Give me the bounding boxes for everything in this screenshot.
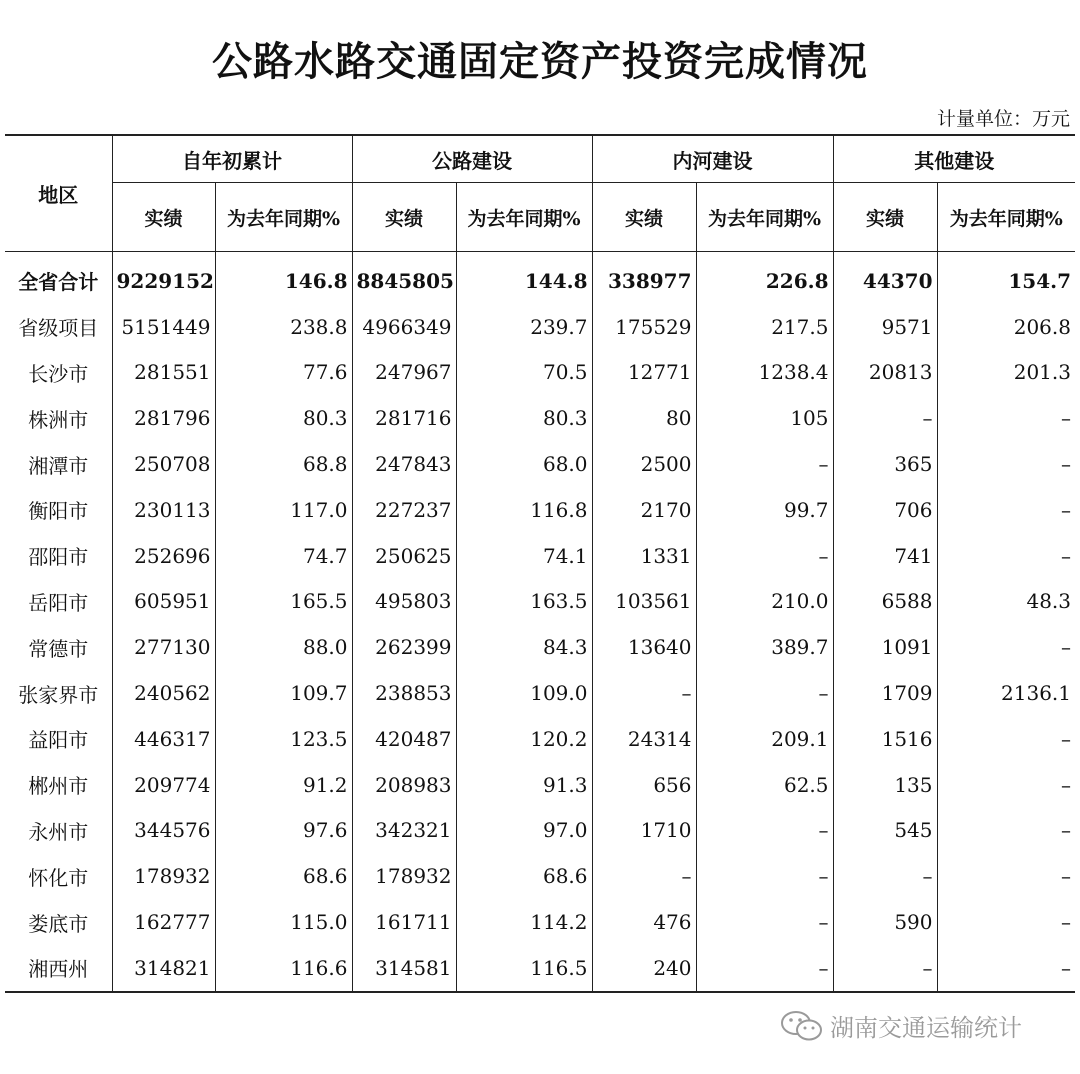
cell-pct: 210.0: [696, 579, 833, 625]
cell-pct: –: [696, 853, 833, 899]
cell-actual: 8845805: [352, 252, 456, 304]
cell-actual: 420487: [352, 716, 456, 762]
cell-actual: 9571: [833, 304, 937, 350]
cell-actual: 446317: [112, 716, 215, 762]
cell-pct: 2136.1: [1001, 681, 1071, 706]
cell-actual: 344576: [112, 808, 215, 854]
cell-pct: 74.7: [215, 533, 352, 579]
cell-pct: 80.3: [215, 395, 352, 441]
cell-actual: 314581: [352, 945, 456, 992]
cell-pct: –: [1061, 543, 1071, 568]
cell-actual: 281551: [112, 350, 215, 396]
table-row: [5, 579, 1075, 625]
cell-pct: 105: [696, 395, 833, 441]
region-name: 怀化市: [5, 853, 112, 899]
region-name: 全省合计: [5, 252, 112, 304]
table-row: [5, 252, 1075, 304]
cell-actual: –: [592, 670, 696, 716]
cell-pct: 146.8: [215, 252, 352, 304]
cell-actual: 250708: [112, 441, 215, 487]
cell-actual: 247967: [352, 350, 456, 396]
region-name: 娄底市: [5, 899, 112, 945]
cell-pct: 120.2: [456, 716, 592, 762]
group-header: 公路建设: [352, 135, 592, 183]
cell-pct: –: [1061, 726, 1071, 751]
page-title: 公路水路交通固定资产投资完成情况: [212, 38, 868, 85]
table-row: [5, 945, 1075, 992]
group-header: 自年初累计: [112, 135, 352, 183]
table-row: [5, 441, 1075, 487]
region-name: 长沙市: [5, 350, 112, 396]
cell-actual: 80: [592, 395, 696, 441]
region-name: 永州市: [5, 808, 112, 854]
cell-pct: 116.5: [456, 945, 592, 992]
cell-pct: 99.7: [696, 487, 833, 533]
cell-actual: 476: [592, 899, 696, 945]
cell-actual: 545: [833, 808, 937, 854]
cell-actual: –: [592, 853, 696, 899]
cell-pct: 68.8: [215, 441, 352, 487]
table-row: [5, 762, 1075, 808]
cell-actual: 1091: [833, 624, 937, 670]
sub-header-pct: 为去年同期%: [937, 183, 1075, 252]
cell-actual: 12771: [592, 350, 696, 396]
cell-actual: 250625: [352, 533, 456, 579]
cell-actual: 162777: [112, 899, 215, 945]
group-header: 其他建设: [833, 135, 1075, 183]
sub-header-actual: 实绩: [833, 183, 937, 252]
table-row: [5, 808, 1075, 854]
cell-actual: 240562: [112, 670, 215, 716]
cell-actual: 178932: [352, 853, 456, 899]
cell-pct: –: [1061, 818, 1071, 843]
cell-actual: 495803: [352, 579, 456, 625]
sub-header-actual: 实绩: [592, 183, 696, 252]
cell-pct: 91.2: [215, 762, 352, 808]
cell-pct: 226.8: [696, 252, 833, 304]
cell-pct: 77.6: [215, 350, 352, 396]
cell-actual: 135: [833, 762, 937, 808]
table-row: [5, 487, 1075, 533]
table-row: [5, 624, 1075, 670]
cell-actual: –: [833, 853, 937, 899]
sub-header-pct: 为去年同期%: [696, 183, 833, 252]
cell-pct: –: [696, 945, 833, 992]
cell-pct: 239.7: [456, 304, 592, 350]
sub-header-actual: 实绩: [352, 183, 456, 252]
cell-actual: 252696: [112, 533, 215, 579]
sub-header-pct: 为去年同期%: [215, 183, 352, 252]
region-name: 益阳市: [5, 716, 112, 762]
region-name: 邵阳市: [5, 533, 112, 579]
cell-pct: 144.8: [456, 252, 592, 304]
cell-pct: –: [937, 945, 1075, 992]
cell-pct: 68.6: [456, 853, 592, 899]
cell-actual: 314821: [112, 945, 215, 992]
table-row: [5, 853, 1075, 899]
cell-actual: 175529: [592, 304, 696, 350]
cell-actual: 178932: [112, 853, 215, 899]
cell-actual: 5151449: [112, 304, 215, 350]
cell-actual: 656: [592, 762, 696, 808]
cell-pct: –: [696, 808, 833, 854]
region-name: 株洲市: [5, 395, 112, 441]
cell-actual: 20813: [833, 350, 937, 396]
cell-pct: 389.7: [696, 624, 833, 670]
region-name: 郴州市: [5, 762, 112, 808]
region-name: 张家界市: [5, 670, 112, 716]
cell-actual: 230113: [112, 487, 215, 533]
cell-actual: 605951: [112, 579, 215, 625]
cell-pct: 68.0: [456, 441, 592, 487]
region-name: 省级项目: [5, 304, 112, 350]
region-name: 湘西州: [5, 945, 112, 992]
unit-label: 计量单位：万元: [936, 108, 1070, 130]
cell-pct: –: [696, 533, 833, 579]
table-body: [5, 252, 1075, 992]
cell-pct: 74.1: [456, 533, 592, 579]
cell-actual: –: [833, 395, 937, 441]
region-name: 衡阳市: [5, 487, 112, 533]
cell-pct: 97.0: [456, 808, 592, 854]
cell-pct: 209.1: [696, 716, 833, 762]
cell-pct: 48.3: [1026, 589, 1071, 614]
cell-actual: 342321: [352, 808, 456, 854]
cell-pct: 88.0: [215, 624, 352, 670]
cell-pct: –: [1061, 910, 1071, 935]
cell-pct: 217.5: [696, 304, 833, 350]
cell-actual: –: [833, 945, 937, 992]
cell-actual: 2500: [592, 441, 696, 487]
cell-pct: 84.3: [456, 624, 592, 670]
cell-pct: 123.5: [215, 716, 352, 762]
sub-header-pct: 为去年同期%: [456, 183, 592, 252]
cell-actual: 1709: [833, 670, 937, 716]
cell-pct: 109.7: [215, 670, 352, 716]
cell-actual: 277130: [112, 624, 215, 670]
investment-table: [5, 134, 1075, 993]
cell-actual: 6588: [833, 579, 937, 625]
region-name: 湘潭市: [5, 441, 112, 487]
cell-pct: 114.2: [456, 899, 592, 945]
cell-actual: 706: [833, 487, 937, 533]
cell-pct: –: [1061, 864, 1071, 889]
cell-actual: 24314: [592, 716, 696, 762]
cell-actual: 13640: [592, 624, 696, 670]
cell-pct: –: [1061, 772, 1071, 797]
cell-actual: 262399: [352, 624, 456, 670]
table-row: [5, 304, 1075, 350]
table-row: [5, 533, 1075, 579]
cell-actual: 741: [833, 533, 937, 579]
region-name: 常德市: [5, 624, 112, 670]
cell-actual: 208983: [352, 762, 456, 808]
cell-pct: –: [696, 441, 833, 487]
cell-actual: 281796: [112, 395, 215, 441]
cell-actual: 2170: [592, 487, 696, 533]
cell-pct: 238.8: [215, 304, 352, 350]
cell-actual: 240: [592, 945, 696, 992]
cell-pct: 165.5: [215, 579, 352, 625]
region-header: 地区: [5, 135, 112, 252]
cell-actual: 103561: [592, 579, 696, 625]
cell-actual: 238853: [352, 670, 456, 716]
cell-actual: 365: [833, 441, 937, 487]
cell-pct: 116.8: [456, 487, 592, 533]
group-header: 内河建设: [592, 135, 833, 183]
cell-actual: 209774: [112, 762, 215, 808]
watermark-text: 湖南交通运输统计: [830, 1014, 1022, 1042]
table-row: [5, 395, 1075, 441]
cell-pct: 154.7: [1008, 268, 1071, 293]
cell-actual: 590: [833, 899, 937, 945]
cell-actual: 1516: [833, 716, 937, 762]
cell-actual: 4966349: [352, 304, 456, 350]
cell-pct: 206.8: [1013, 314, 1071, 339]
cell-pct: –: [1061, 635, 1071, 660]
region-name: 岳阳市: [5, 579, 112, 625]
table-row: [5, 899, 1075, 945]
cell-pct: –: [696, 899, 833, 945]
cell-pct: 62.5: [696, 762, 833, 808]
sub-header-actual: 实绩: [112, 183, 215, 252]
table-row: [5, 716, 1075, 762]
cell-actual: 281716: [352, 395, 456, 441]
cell-pct: 80.3: [456, 395, 592, 441]
cell-actual: 9229152: [112, 252, 215, 304]
cell-pct: 116.6: [215, 945, 352, 992]
table-row: [5, 350, 1075, 396]
cell-pct: 1238.4: [696, 350, 833, 396]
cell-pct: –: [1061, 406, 1071, 431]
cell-pct: 201.3: [1013, 360, 1071, 385]
cell-actual: 338977: [592, 252, 696, 304]
cell-actual: 247843: [352, 441, 456, 487]
cell-pct: 68.6: [215, 853, 352, 899]
cell-actual: 161711: [352, 899, 456, 945]
cell-actual: 1331: [592, 533, 696, 579]
cell-pct: 117.0: [215, 487, 352, 533]
cell-pct: 70.5: [456, 350, 592, 396]
cell-pct: 91.3: [456, 762, 592, 808]
table-row: [5, 670, 1075, 716]
cell-pct: 163.5: [456, 579, 592, 625]
cell-pct: 109.0: [456, 670, 592, 716]
watermark: [780, 1008, 1022, 1043]
cell-pct: –: [696, 670, 833, 716]
cell-pct: –: [1061, 497, 1071, 522]
cell-actual: 1710: [592, 808, 696, 854]
cell-pct: 115.0: [215, 899, 352, 945]
cell-pct: –: [1061, 452, 1071, 477]
cell-actual: 44370: [833, 252, 937, 304]
cell-actual: 227237: [352, 487, 456, 533]
cell-pct: 97.6: [215, 808, 352, 854]
wechat-icon: [780, 1009, 824, 1043]
